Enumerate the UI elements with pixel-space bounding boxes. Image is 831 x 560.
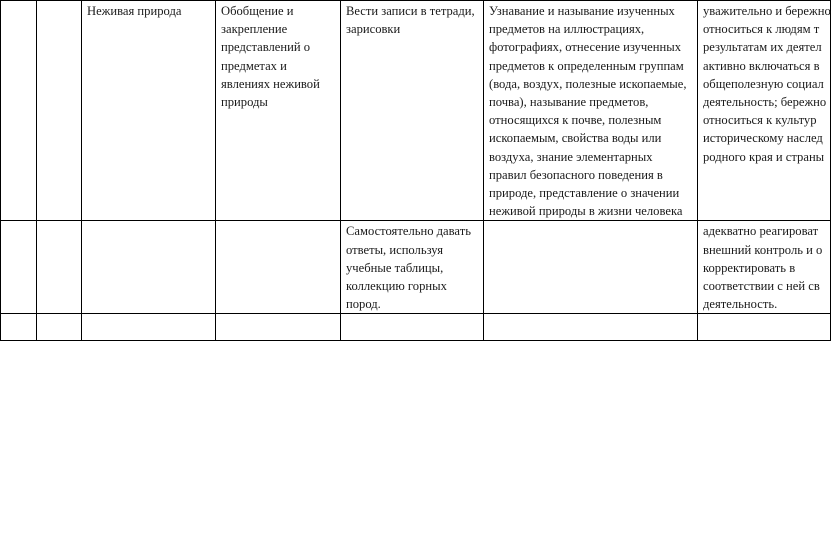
table-row <box>1 221 831 314</box>
subject-results-cell: Узнавание и называние изученных предметов на иллюстрациях, фотографиях, отнесение изученных предметов к определенным группам (вода, воздух, полезные ископаемые, почва), называние предметов, относящихся к почве, полезным ископаемым, свойства воды или воздуха, знание элементарных правил безопасного поведения в природе, представление о значении неживой природы в жизни человека <box>484 1 698 221</box>
activity-cell: Вести записи в тетради, зарисовки <box>341 1 484 221</box>
personal-results-cell <box>698 314 831 341</box>
row-number-cell <box>1 1 37 221</box>
lesson-number-cell <box>37 221 82 314</box>
personal-results-cell <box>698 1 831 221</box>
row-number-cell <box>1 221 37 314</box>
activity-cell: Самостоятельно давать ответы, используя учебные таблицы, коллекцию горных пород. <box>341 221 484 314</box>
activity-cell <box>341 314 484 341</box>
topic-cell <box>82 221 216 314</box>
lesson-number-cell <box>37 1 82 221</box>
subject-results-cell <box>484 314 698 341</box>
table-row <box>1 314 831 341</box>
table-row <box>1 1 831 221</box>
subject-results-cell <box>484 221 698 314</box>
topic-cell: Неживая природа <box>82 1 216 221</box>
lesson-goal-cell: Обобщение и закрепление представлений о предметах и явлениях неживой природы <box>216 1 341 221</box>
lesson-number-cell <box>37 314 82 341</box>
topic-cell <box>82 314 216 341</box>
lesson-goal-cell <box>216 221 341 314</box>
lesson-goal-cell <box>216 314 341 341</box>
row-number-cell <box>1 314 37 341</box>
personal-results-text: адекватно реагироват внешний контроль и о корректировать в соответствии с ней св деятельность. <box>703 224 823 312</box>
personal-results-cell <box>698 221 831 314</box>
personal-results-text: уважительно и бережно относиться к людям т результатам их деятел активно включаться в общеполезную социал деятельность; бережно относиться к культур историческому наслед родного края и страны <box>703 4 831 164</box>
